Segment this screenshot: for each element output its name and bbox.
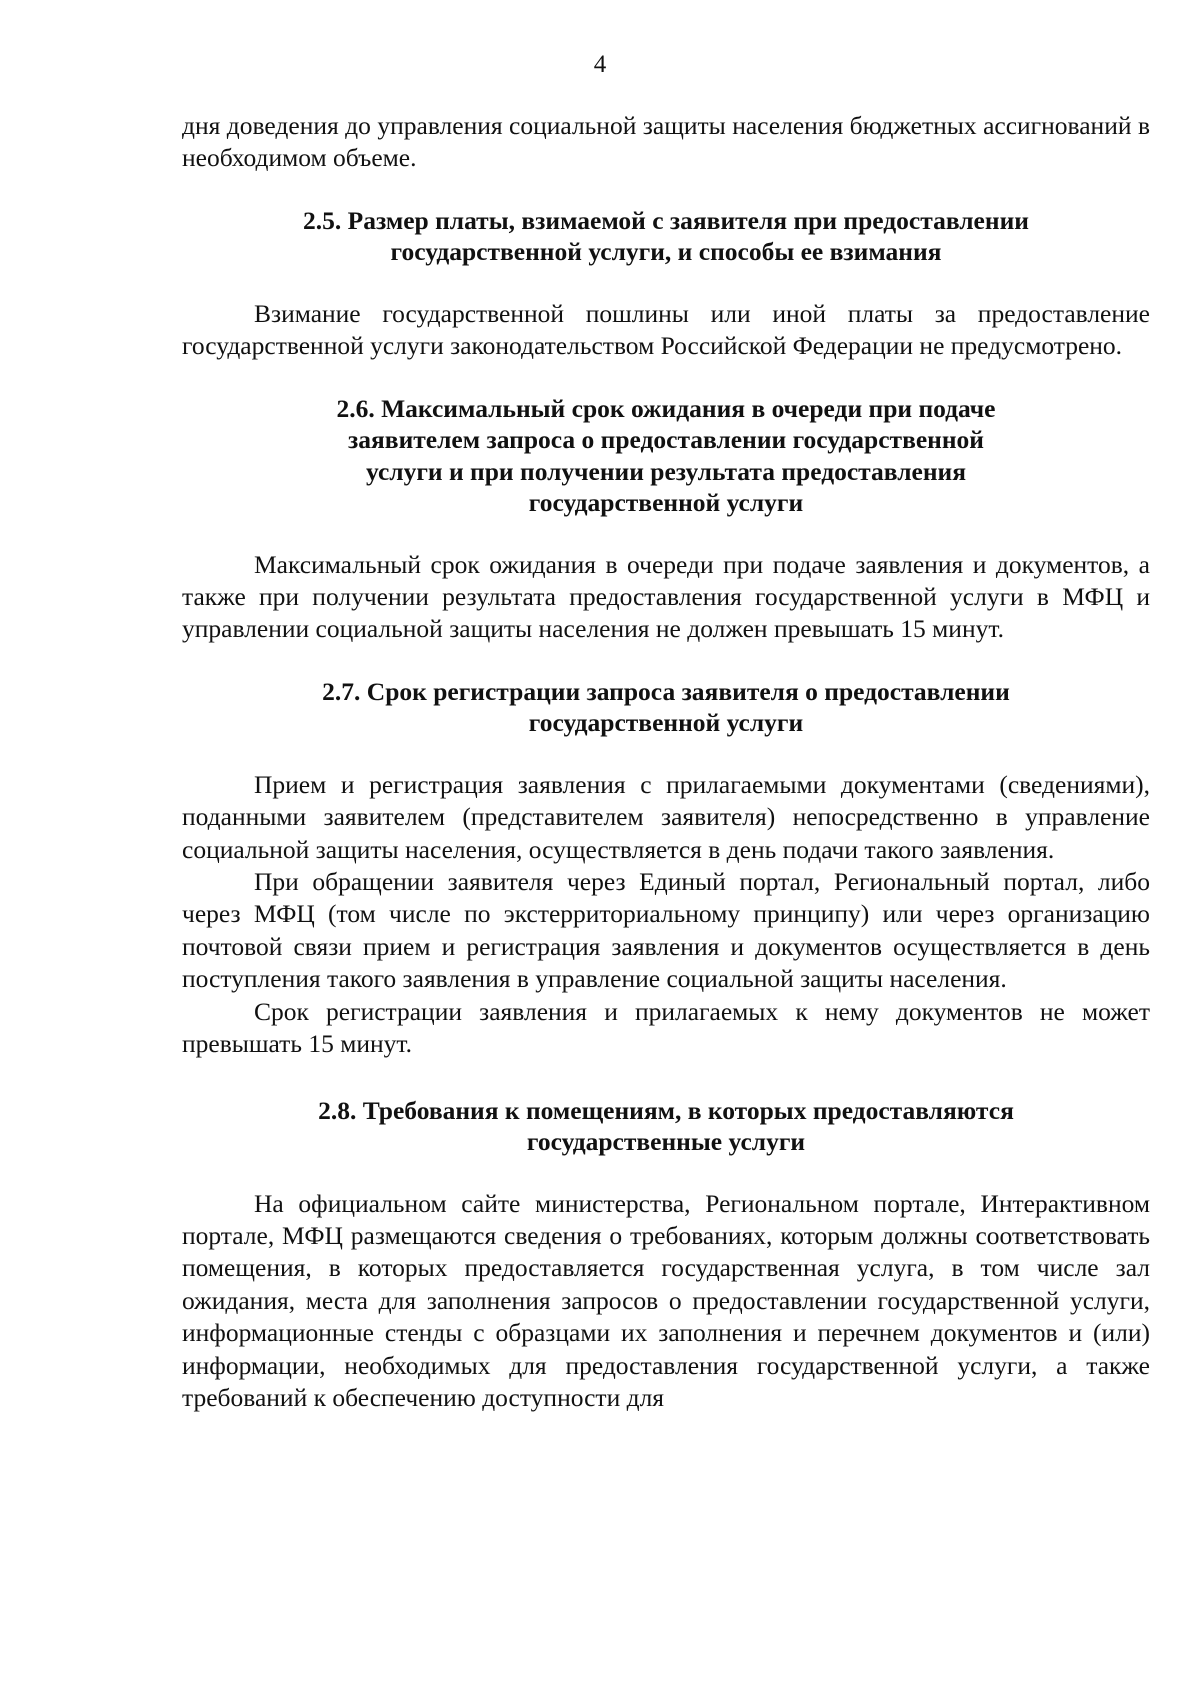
paragraph-fee: Взимание государственной пошлины или иной платы за предоставление государственной услуги законодательством Российской Федерации не предусмотрено. — [182, 298, 1150, 361]
section-heading-2-5 — [182, 205, 1150, 268]
section-heading-2-8 — [182, 1095, 1150, 1158]
paragraph-continuation: дня доведения до управления социальной защиты населения бюджетных ассигнований в необходимом объеме. — [182, 111, 1150, 173]
heading-line: 2.6. Максимальный срок ожидания в очереди при подаче — [336, 393, 996, 423]
paragraph-queue-time: Максимальный срок ожидания в очереди при подаче заявления и документов, а также при получении результата предоставления государственной услуги в МФЦ и управлении социальной защиты населения не должен превышать 15 минут. — [182, 549, 1150, 644]
page-number: 4 — [593, 51, 607, 78]
paragraph-registration-portal: При обращении заявителя через Единый портал, Региональный портал, либо через МФЦ (том числе по экстерриториальному принципу) или через организацию почтовой связи прием и регистрация заявления и документов осуществляется в день поступления такого заявления в управление социальной защиты населения. — [182, 867, 1150, 994]
heading-line: государственной услуги — [528, 708, 804, 738]
paragraph-registration-time: Срок регистрации заявления и прилагаемых к нему документов не может превышать 15 минут. — [182, 996, 1150, 1059]
heading-line: государственной услуги, и способы ее взимания — [390, 237, 942, 267]
heading-line: услуги и при получении результата предоставления — [366, 456, 966, 486]
heading-line: 2.8. Требования к помещениям, в которых предоставляются — [318, 1095, 1014, 1125]
heading-line: государственной услуги — [528, 488, 804, 518]
section-heading-2-7 — [182, 676, 1150, 739]
heading-line: 2.5. Размер платы, взимаемой с заявителя при предоставлении — [303, 205, 1029, 235]
paragraph-registration-direct: Прием и регистрация заявления с прилагаемыми документами (сведениями), поданными заявителем (представителем заявителя) непосредственно в управление социальной защиты населения, осуществляется в день подачи такого заявления. — [182, 769, 1150, 864]
heading-line: 2.7. Срок регистрации запроса заявителя о предоставлении — [322, 676, 1010, 706]
heading-line: заявителем запроса о предоставлении государственной — [348, 425, 984, 455]
paragraph-premises-requirements: На официальном сайте министерства, Региональном портале, Интерактивном портале, МФЦ размещаются сведения о требованиях, которым должны соответствовать помещения, в которых предоставляется государственная услуга, в том числе зал ожидания, места для заполнения запросов о предоставлении государственной услуги, информационные стенды с образцами их заполнения и перечнем документов и (или) информации, необходимых для предоставления государственной услуги, а также требований к обеспечению доступности для — [182, 1188, 1150, 1412]
section-heading-2-6 — [182, 393, 1150, 519]
document-body — [182, 110, 1150, 1414]
heading-line: государственные услуги — [526, 1127, 806, 1156]
